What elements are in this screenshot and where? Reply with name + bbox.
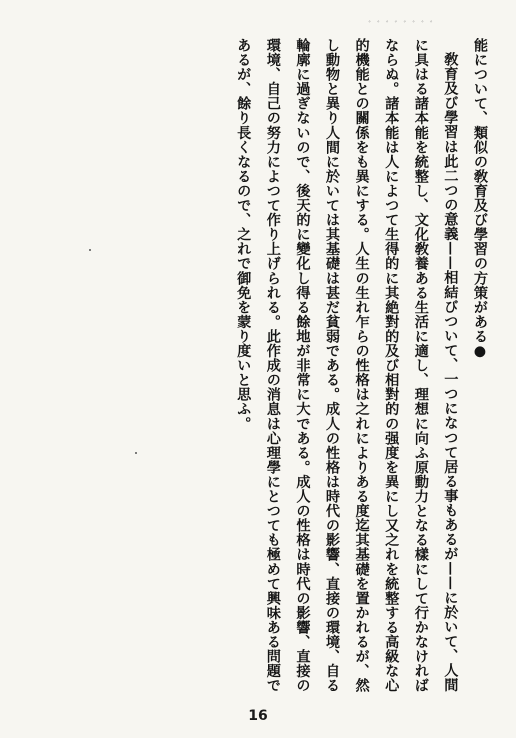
paragraph-1: 能について、類似の敎育及び學習の方策がある●: [472, 38, 488, 360]
paragraph-2: 敎育及び學習は此二つの意義——相結びついて、一つになつて居る事もあるが——に於いて、人間に具はる諸本能を統整し、文化敎養ある生活に適し、理想に向ふ原動力となる樣にして行かなければならぬ。諸本能は人によつて生得的に其絶對的及び相對的の强度を異にし又之れを統整する高級な心的機能との關係をも異にする。人生の生れ乍らの性格は之れによりある度迄其基礎を置かれるが、然し動物と異り人間に於いては其基礎は甚だ貧弱である。成人の性格は時代の影響、直接の環境、自る輪廓に過ぎないので、後天的に變化し得る餘地が非常に大である。成人の性格は時代の影響、直接の環境、自己の努力によつて作り上げられる。此作成の消息は心理學にとつても極めて興味ある問題であるが、餘り長くなるので、之れで御免を蒙り度いと思ふ。: [235, 38, 459, 693]
ink-speck: [89, 249, 91, 251]
ink-speck: [135, 452, 137, 454]
faint-header-mark: ﾞ ﾞ ﾞ ﾞ ﾞ ﾞ ﾞ ﾞ: [368, 21, 437, 31]
page-number: 16: [248, 708, 268, 724]
vertical-body-text: [14, 38, 494, 698]
